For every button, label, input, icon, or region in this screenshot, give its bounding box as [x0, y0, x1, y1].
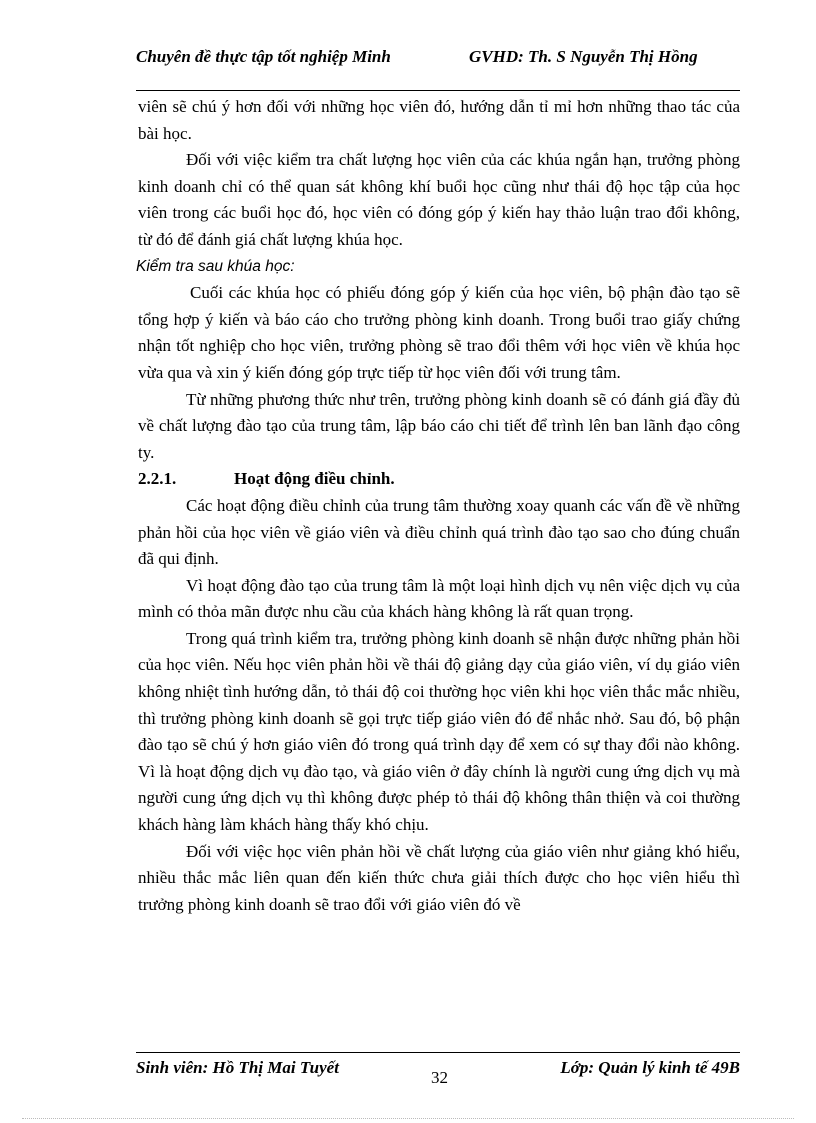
section-heading: [138, 466, 740, 493]
page-header: [136, 46, 740, 91]
footer-student: Sinh viên: Hồ Thị Mai Tuyết: [136, 1058, 339, 1077]
header-report-title: Chuyên đề thực tập tốt nghiệp Minh: [136, 47, 391, 66]
subheading: Kiểm tra sau khúa học:: [136, 257, 295, 275]
footer-class: Lớp: Quản lý kinh tế 49B: [560, 1058, 740, 1077]
section-title: Hoạt động điều chỉnh.: [234, 469, 395, 489]
page-edge-divider: [22, 1118, 794, 1119]
paragraph: Vì hoạt động đào tạo của trung tâm là một loại hình dịch vụ nên việc dịch vụ của mình có thỏa mãn được nhu cầu của khách hàng không là rất quan trọng.: [138, 575, 740, 622]
paragraph: Các hoạt động điều chỉnh của trung tâm thường xoay quanh các vấn đề về những phản hồi của học viên về giáo viên và điều chỉnh quá trình đào tạo sao cho đúng chuẩn đã qui định.: [138, 495, 740, 569]
paragraph: Đối với việc học viên phản hồi về chất lượng của giáo viên như giảng khó hiểu, nhiều thắc mắc liên quan đến kiến thức chưa giải thích được cho học viên hiểu thì trưởng phòng kinh doanh sẽ trao đổi với giáo viên đó về: [138, 841, 740, 914]
body-text: [138, 94, 740, 918]
page-number: 32: [431, 1068, 448, 1087]
paragraph: viên sẽ chú ý hơn đối với những học viên đó, hướng dẫn tỉ mỉ hơn những thao tác của bài học.: [138, 97, 740, 143]
paragraph: Từ những phương thức như trên, trưởng phòng kinh doanh sẽ có đánh giá đầy đủ về chất lượng đào tạo của trung tâm, lập báo cáo chi tiết để trình lên ban lãnh đạo công ty.: [138, 389, 740, 462]
page-footer: [136, 1052, 740, 1093]
section-number: 2.2.1.: [138, 469, 177, 489]
paragraph: Cuối các khúa học có phiếu đóng góp ý kiến của học viên, bộ phận đào tạo sẽ tổng hợp ý kiến và báo cáo cho trưởng phòng kinh doanh. Trong buổi trao giấy chứng nhận tốt nghiệp cho học viên, trưởng phòng sẽ trao đổi thêm với học viên về khúa học vừa qua và xin ý kiến đóng góp trực tiếp từ học viên đối với trung tâm.: [138, 283, 740, 382]
header-supervisor: GVHD: Th. S Nguyễn Thị Hồng: [469, 47, 698, 66]
paragraph: Trong quá trình kiểm tra, trưởng phòng kinh doanh sẽ nhận được những phản hồi của học viên. Nếu học viên phản hồi về thái độ giảng dạy của giáo viên, ví dụ giáo viên không nhiệt tình hướng dẫn, tỏ thái độ coi thường học viên khi học viên thắc mắc nhiều, thì trưởng phòng kinh doanh sẽ gọi trực tiếp giáo viên đó để nhắc nhở. Sau đó, bộ phận đào tạo sẽ chú ý hơn giáo viên đó trong quá trình dạy để xem có sự thay đổi nào không. Vì là hoạt động dịch vụ đào tạo, và giáo viên ở đây chính là người cung ứng dịch vụ mà người cung ứng dịch vụ thì không được phép tỏ thái độ không thân thiện và coi thường khách hàng làm khách hàng thấy khó chịu.: [138, 628, 740, 835]
paragraph: Đối với việc kiểm tra chất lượng học viên của các khúa ngắn hạn, trưởng phòng kinh doanh chỉ có thể quan sát không khí buổi học cũng như thái độ học tập của học viên trong các buổi học đó, học viên có đóng góp ý kiến hay thảo luận trao đổi không, từ đó để đánh giá chất lượng khúa học.: [138, 150, 740, 249]
